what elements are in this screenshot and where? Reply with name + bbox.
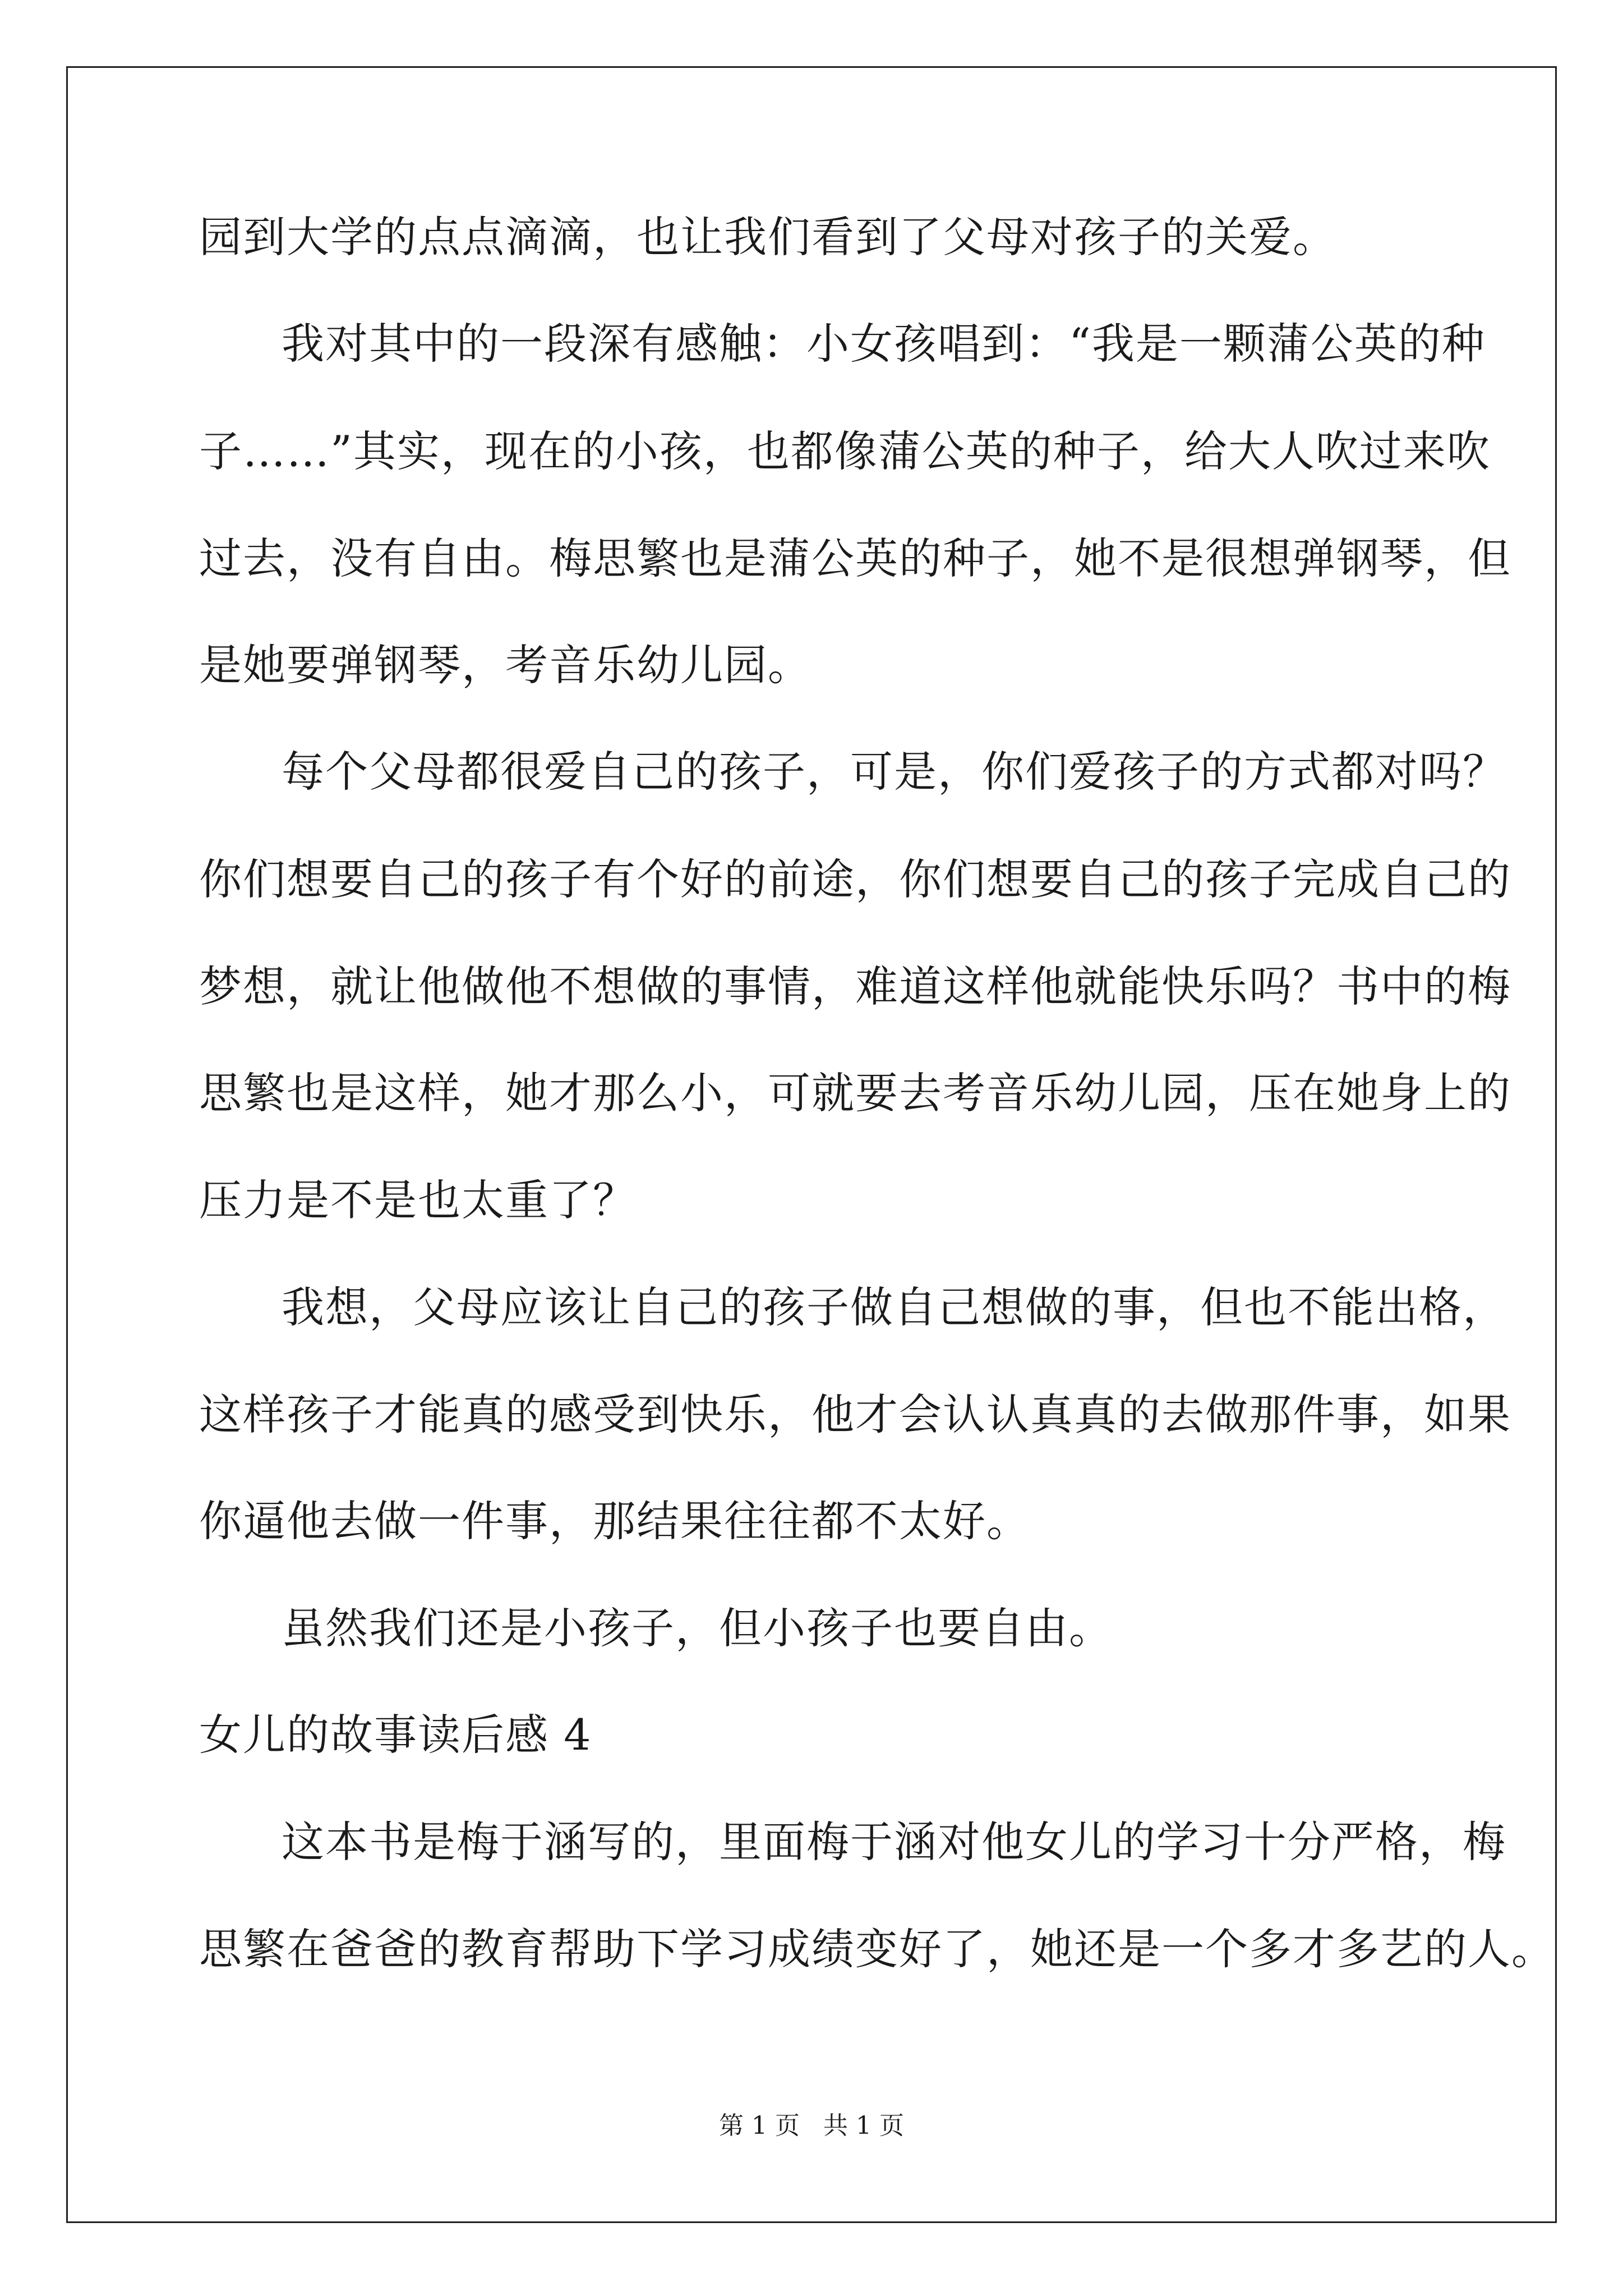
paragraph-line: 是她要弹钢琴，考音乐幼儿园。 xyxy=(199,640,811,690)
paragraph-line: 虽然我们还是小孩子，但小孩子也要自由。 xyxy=(282,1603,1113,1653)
page-border xyxy=(66,66,1557,2223)
paragraph-line: 每个父母都很爱自己的孩子，可是，你们爱孩子的方式都对吗？ xyxy=(282,747,1506,797)
paragraph-line: 压力是不是也太重了？ xyxy=(199,1175,637,1225)
paragraph-line: 我想，父母应该让自己的孩子做自己想做的事，但也不能出格， xyxy=(282,1282,1506,1332)
page-total: 共 1 页 xyxy=(823,2111,904,2140)
paragraph-line: 我对其中的一段深有感触：小女孩唱到：“我是一颗蒲公英的种 xyxy=(282,319,1486,369)
paragraph-line: 思繁也是这样，她才那么小，可就要去考音乐幼儿园，压在她身上的 xyxy=(199,1068,1511,1118)
paragraph-line: 这样孩子才能真的感受到快乐，他才会认认真真的去做那件事，如果 xyxy=(199,1389,1511,1439)
paragraph-line: 你们想要自己的孩子有个好的前途，你们想要自己的孩子完成自己的 xyxy=(199,854,1511,904)
page-footer xyxy=(0,2109,1623,2143)
section-heading: 女儿的故事读后感 4 xyxy=(199,1710,592,1760)
paragraph-line: 子……”其实，现在的小孩，也都像蒲公英的种子，给大人吹过来吹 xyxy=(199,426,1491,476)
paragraph-line: 园到大学的点点滴滴，也让我们看到了父母对孩子的关爱。 xyxy=(199,212,1336,262)
paragraph-line: 这本书是梅于涵写的，里面梅于涵对他女儿的学习十分严格，梅 xyxy=(282,1817,1506,1867)
paragraph-line: 你逼他去做一件事，那结果往往都不太好。 xyxy=(199,1496,1030,1546)
paragraph-line: 梦想，就让他做他不想做的事情，难道这样他就能快乐吗？书中的梅 xyxy=(199,961,1511,1011)
page-number: 第 1 页 xyxy=(719,2111,800,2140)
paragraph-line: 过去，没有自由。梅思繁也是蒲公英的种子，她不是很想弹钢琴，但 xyxy=(199,533,1511,583)
paragraph-line: 思繁在爸爸的教育帮助下学习成绩变好了，她还是一个多才多艺的人。 xyxy=(199,1924,1555,1974)
